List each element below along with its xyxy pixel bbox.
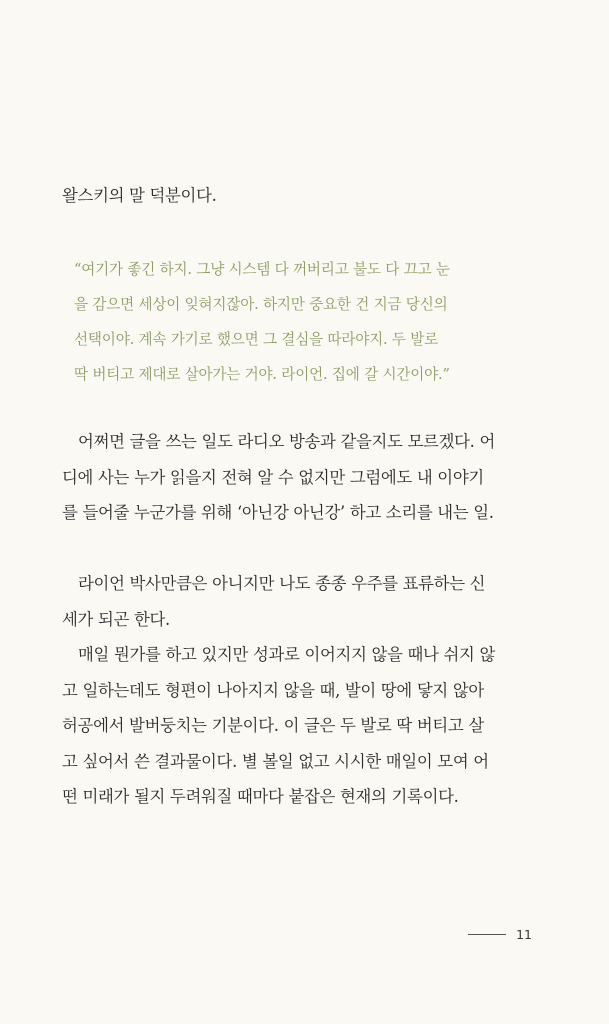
text-line: 세가 되곤 한다. — [62, 609, 170, 629]
paragraph-radio — [62, 424, 532, 531]
text-line: 디에 사는 누가 읽을지 전혀 알 수 없지만 그럼에도 내 이야기 — [62, 467, 484, 487]
quote-line: “여기가 좋긴 하지. 그냥 시스템 다 꺼버리고 불도 다 끄고 눈 — [74, 261, 450, 278]
quote-line: 선택이야. 계속 가기로 했으면 그 결심을 따라야지. 두 발로 — [74, 331, 439, 348]
paragraph-intro — [62, 178, 532, 214]
folio-rule — [468, 934, 506, 935]
quote-line: 을 감으면 세상이 잊혀지잖아. 하지만 중요한 건 지금 당신의 — [74, 296, 448, 313]
text-line: 왈스키의 말 덕분이다. — [62, 186, 217, 205]
text-line: 허공에서 발버둥치는 기분이다. 이 글은 두 발로 딱 버티고 살 — [62, 716, 484, 735]
text-line: 떤 미래가 될지 두려워질 때마다 붙잡은 현재의 기록이다. — [62, 787, 459, 806]
text-line: 고 싶어서 쓴 결과물이다. 별 볼일 없고 시시한 매일이 모여 어 — [62, 751, 489, 771]
text-line: 고 일하는데도 형편이 나아지지 않을 때, 발이 땅에 닿지 않아 — [62, 680, 484, 700]
text-line: 어쩌면 글을 쓰는 일도 라디오 방송과 같을지도 모르겠다. 어 — [78, 432, 495, 451]
page-number: 11 — [516, 926, 532, 942]
paragraph-drifting — [62, 566, 532, 815]
quote-block — [74, 252, 534, 392]
page-folio — [466, 924, 532, 944]
text-line: 라이언 박사만큼은 아니지만 나도 종종 우주를 표류하는 신 — [78, 574, 486, 593]
quote-line: 딱 버티고 제대로 살아가는 거야. 라이언. 집에 갈 시간이야.” — [74, 366, 450, 383]
text-line: 를 들어줄 누군가를 위해 ‘아닌강 아닌강’ 하고 소리를 내는 일. — [62, 503, 494, 522]
text-line: 매일 뭔가를 하고 있지만 성과로 이어지지 않을 때나 쉬지 않 — [78, 645, 495, 664]
